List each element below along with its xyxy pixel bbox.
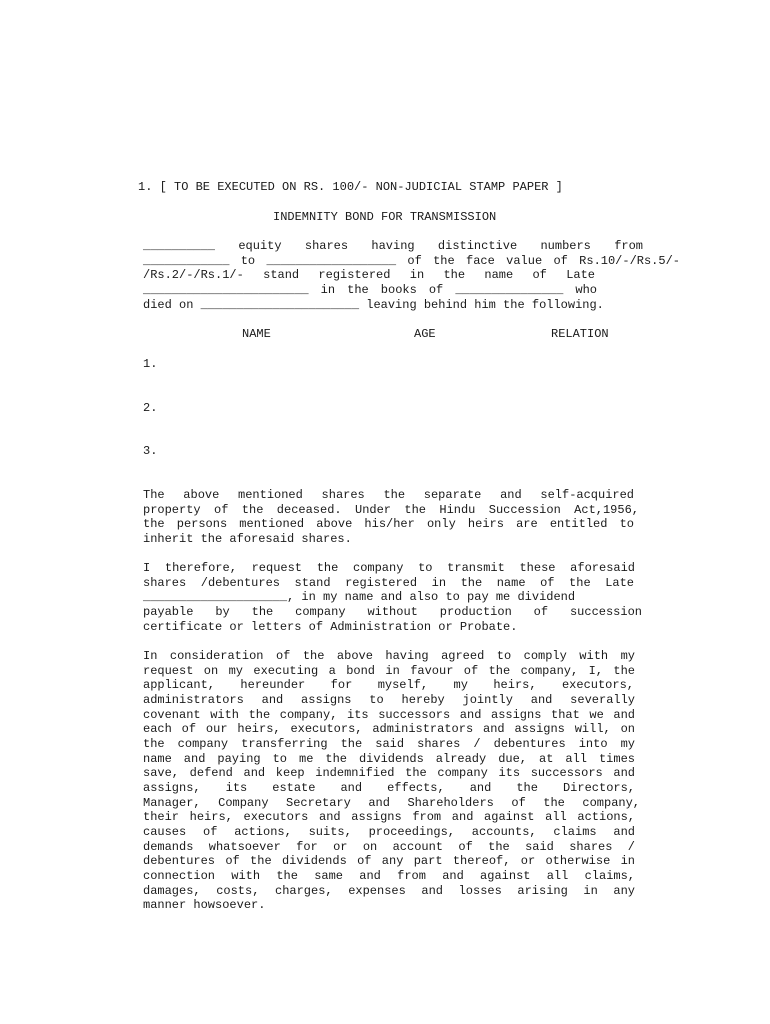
paragraph-line: the persons mentioned above his/her only heirs are entitled to: [143, 517, 634, 531]
column-header-relation: RELATION: [551, 327, 609, 341]
intro-line: _______________________ in the books of _______________ who: [143, 283, 597, 297]
heir-row-number: 1.: [143, 357, 158, 371]
intro-line: ____________ to __________________ of the face value of Rs.10/-/Rs.5/-: [143, 254, 680, 268]
paragraph-line: property of the deceased. Under the Hindu Succession Act,1956,: [143, 503, 639, 517]
paragraph-line: administrators and assigns to hereby jointly and severally: [143, 693, 635, 707]
heir-row-number: 3.: [143, 444, 158, 458]
intro-line: /Rs.2/-/Rs.1/- stand registered in the name of Late: [143, 268, 595, 282]
paragraph-line: assigns, its estate and effects, and the Directors,: [143, 781, 635, 795]
paragraph-line: inherit the aforesaid shares.: [143, 532, 352, 546]
stamp-paper-line: 1. [ TO BE EXECUTED ON RS. 100/- NON-JUDICIAL STAMP PAPER ]: [138, 180, 563, 194]
column-header-age: AGE: [414, 327, 436, 341]
paragraph-line: name and paying to me the dividends already due, at all times: [143, 752, 635, 766]
paragraph-line: request on my executing a bond in favour of the company, I, the: [143, 664, 635, 678]
paragraph-line: The above mentioned shares the separate and self-acquired: [143, 488, 634, 502]
paragraph-line: certificate or letters of Administration or Probate.: [143, 620, 518, 634]
paragraph-line: their heirs, executors and assigns from and against all actions,: [143, 810, 635, 824]
paragraph-line: In consideration of the above having agreed to comply with my: [143, 649, 635, 663]
paragraph-line: payable by the company without production of succession: [143, 605, 642, 619]
paragraph-line: Manager, Company Secretary and Shareholders of the company,: [143, 796, 640, 810]
paragraph-line: covenant with the company, its successors and assigns that we and: [143, 708, 635, 722]
column-header-name: NAME: [242, 327, 271, 341]
paragraph-line: applicant, hereunder for myself, my heirs, executors,: [143, 678, 634, 692]
document-title: INDEMNITY BOND FOR TRANSMISSION: [273, 210, 497, 224]
intro-line: died on ______________________ leaving behind him the following.: [143, 298, 604, 312]
paragraph-line: damages, costs, charges, expenses and losses arising in any: [143, 884, 635, 898]
paragraph-line: demands whatsoever for or on account of the said shares /: [143, 840, 635, 854]
paragraph-line: I therefore, request the company to transmit these aforesaid: [143, 561, 635, 575]
paragraph-line: debentures of the dividends of any part thereof, or otherwise in: [143, 854, 635, 868]
paragraph-line: ____________________, in my name and also to pay me dividend: [143, 590, 576, 604]
paragraph-line: save, defend and keep indemnified the company its successors and: [143, 766, 635, 780]
paragraph-line: each of our heirs, executors, administrators and assigns will, on: [143, 722, 635, 736]
paragraph-line: connection with the same and from and against all claims,: [143, 869, 635, 883]
paragraph-line: the company transferring the said shares / debentures into my: [143, 737, 635, 751]
paragraph-line: manner howsoever.: [143, 898, 266, 912]
intro-line: __________ equity shares having distinctive numbers from: [143, 239, 643, 253]
heir-row-number: 2.: [143, 401, 158, 415]
paragraph-line: causes of actions, suits, proceedings, accounts, claims and: [143, 825, 635, 839]
paragraph-line: shares /debentures stand registered in the name of the Late: [143, 576, 634, 590]
